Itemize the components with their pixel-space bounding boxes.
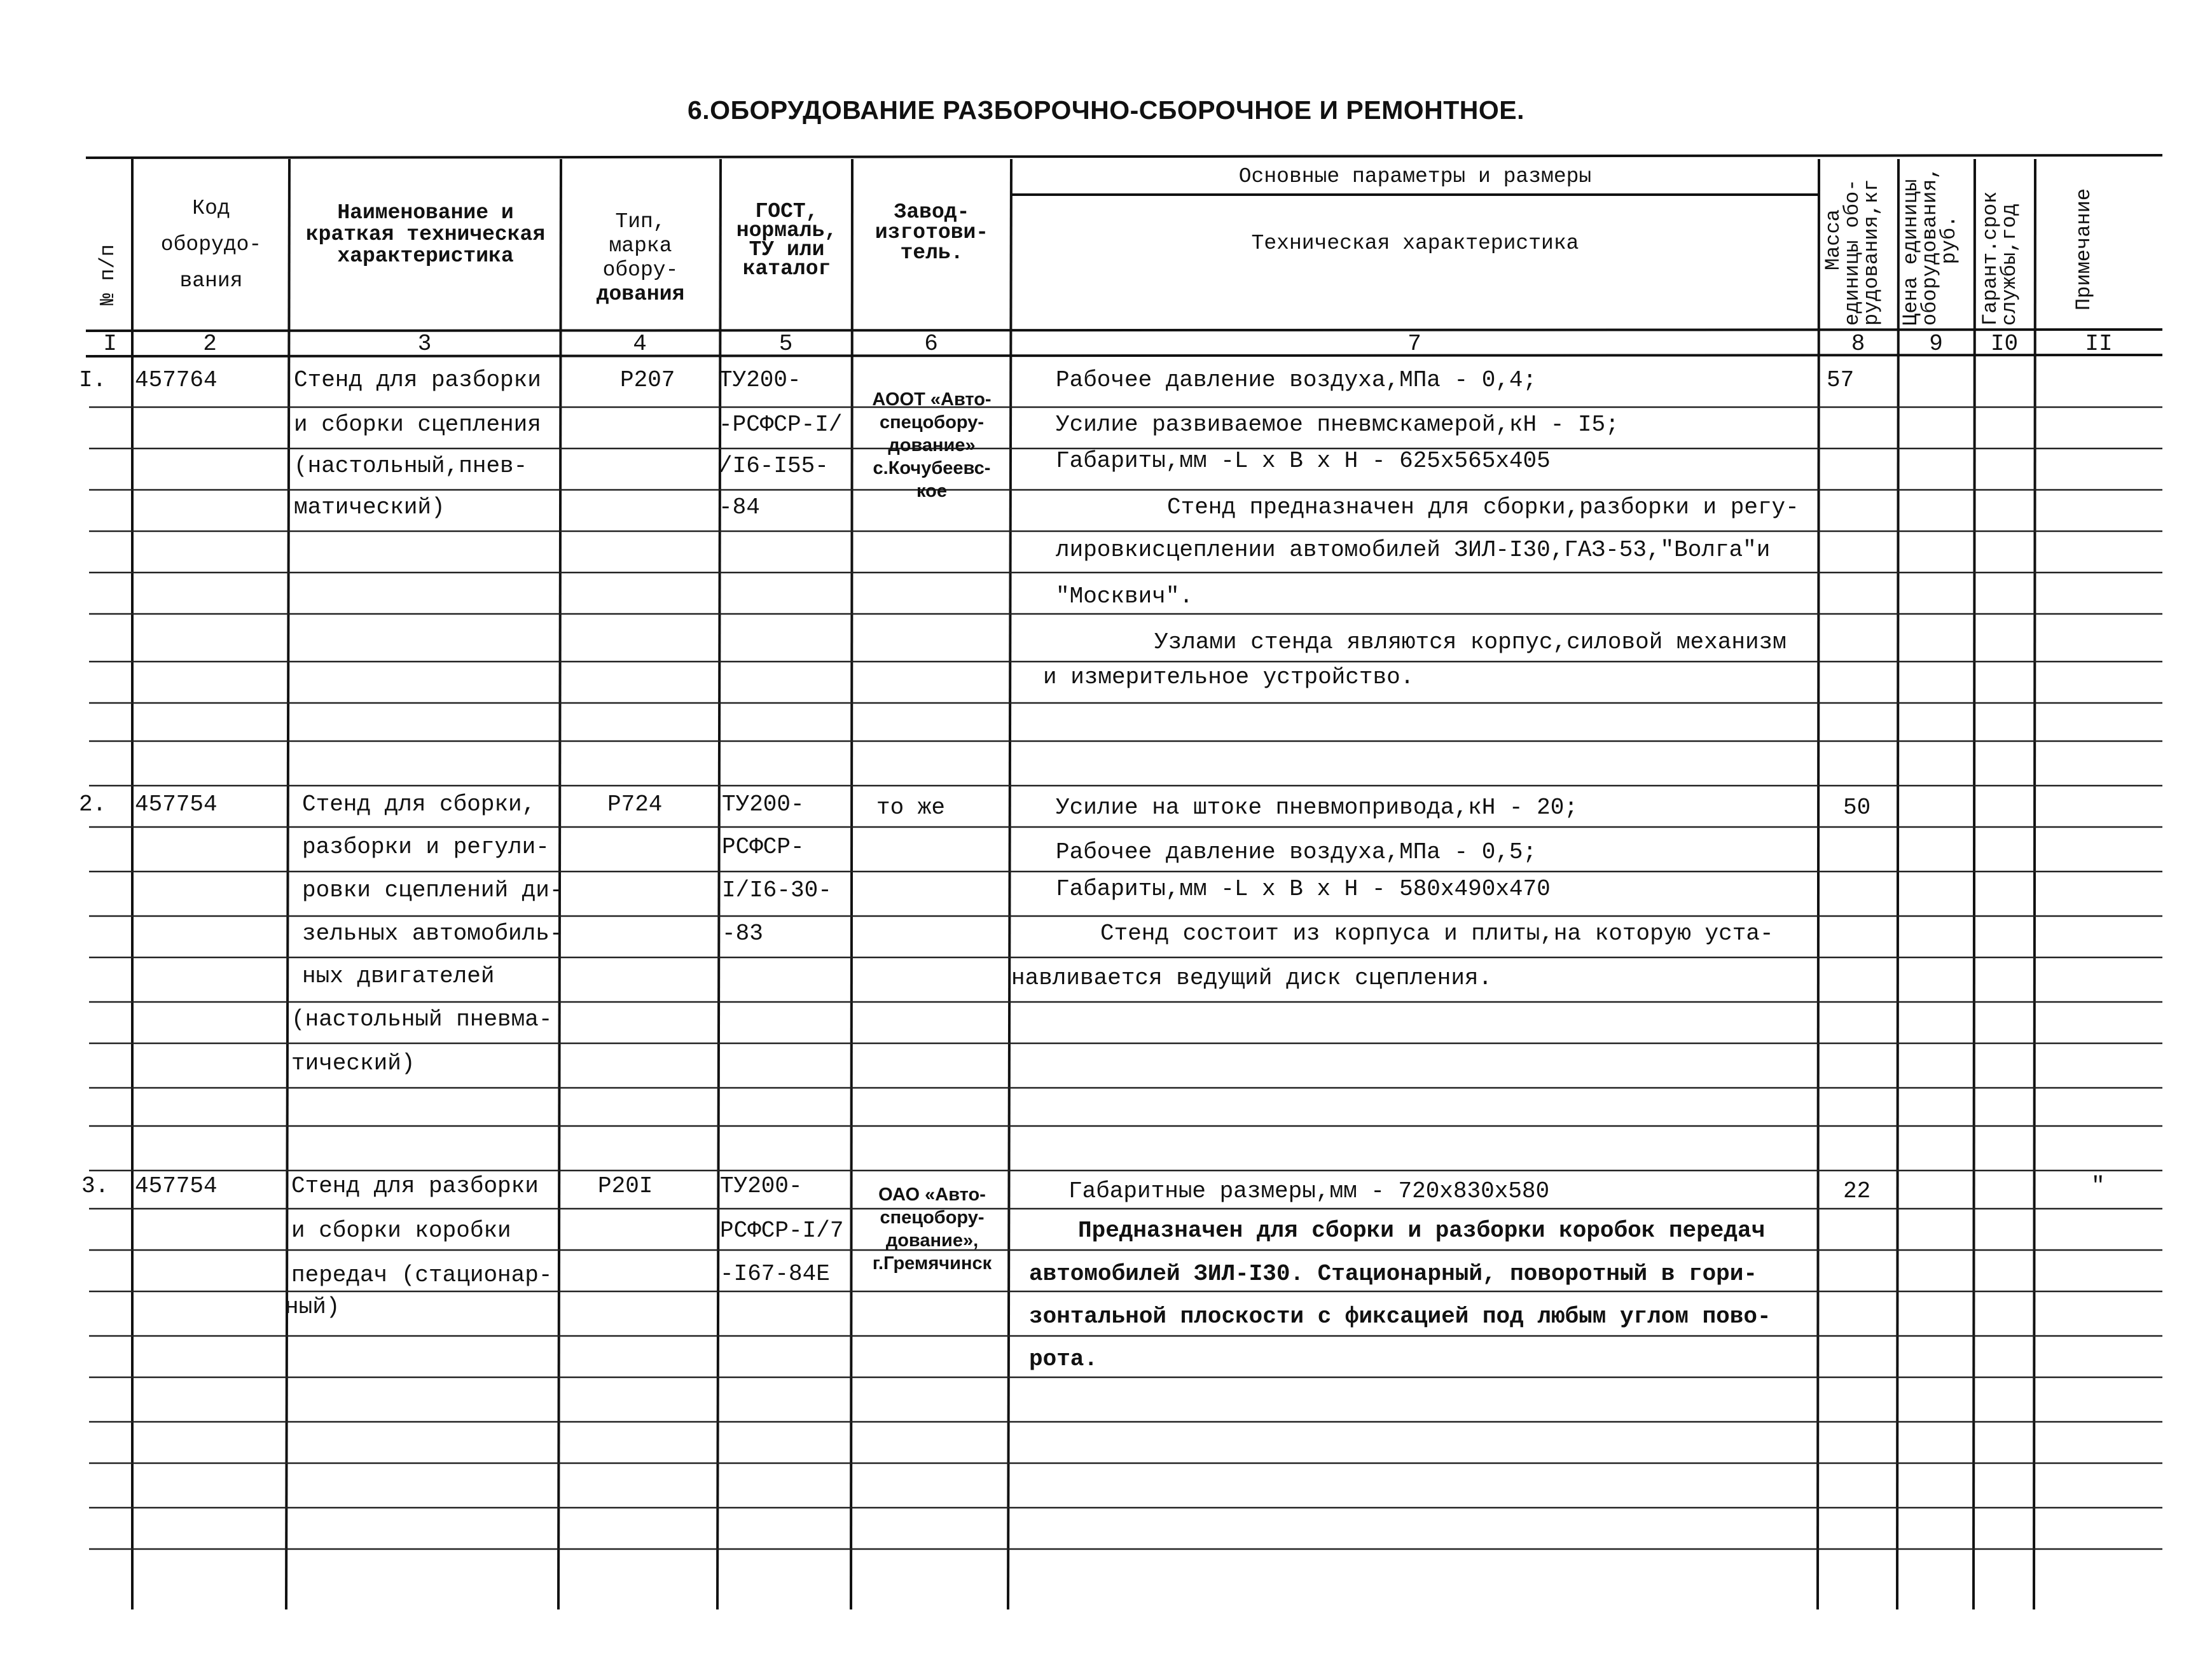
equipment-type: Р20I bbox=[598, 1173, 653, 1199]
col-number: 4 bbox=[633, 331, 647, 357]
equipment-name-line: тический) bbox=[291, 1050, 415, 1076]
gost-line: -I67-84Е bbox=[720, 1261, 830, 1287]
col-number: 9 bbox=[1929, 331, 1943, 357]
tech-spec-line: зонтальной плоскости с фиксацией под любым углом пово- bbox=[1029, 1303, 1771, 1330]
header-col-warranty: Гарант.срок службы,год bbox=[1979, 191, 2021, 326]
row-number: 2. bbox=[79, 791, 107, 817]
header-col-name: Наименование и краткая техническая характеристика bbox=[305, 201, 546, 268]
col-number: 8 bbox=[1851, 331, 1865, 357]
equipment-name-line: ровки сцеплений ди- bbox=[302, 877, 563, 903]
col-number: II bbox=[2085, 331, 2113, 357]
tech-spec-line: Габаритные размеры,мм - 720х830х580 bbox=[1068, 1178, 1550, 1204]
equipment-name-line: Стенд для разборки bbox=[294, 367, 541, 393]
tech-spec-line: Стенд предназначен для сборки,разборки и регу- bbox=[1167, 494, 1799, 520]
equipment-mass: 57 bbox=[1827, 367, 1855, 393]
tech-spec-line: лировкисцеплении автомобилей ЗИЛ-I30,ГАЗ-53,"Волга"и bbox=[1056, 537, 1771, 563]
header-col-tech: Техническая характеристика bbox=[1251, 232, 1579, 255]
equipment-name-line: зельных автомобиль- bbox=[302, 921, 563, 947]
header-col-plant: Завод- изготови- тель. bbox=[874, 200, 989, 265]
equipment-mass: 22 bbox=[1843, 1178, 1871, 1204]
equipment-name-line: разборки и регули- bbox=[302, 834, 550, 860]
header-col-mass: Масса единицы обо- рудования,кг bbox=[1821, 179, 1883, 326]
row-number: I. bbox=[79, 367, 107, 393]
equipment-name-line: матический) bbox=[294, 494, 445, 520]
equipment-name-line: ный) bbox=[285, 1294, 340, 1320]
tech-spec-line: рота. bbox=[1029, 1346, 1098, 1372]
gost-line: /I6-I55- bbox=[719, 453, 829, 479]
col-number: 3 bbox=[417, 331, 432, 357]
col-number: 5 bbox=[778, 331, 793, 357]
header-col-note: Примечание bbox=[2072, 188, 2096, 311]
equipment-name-line: передач (стационар- bbox=[291, 1262, 553, 1288]
tech-spec-line: Усилие на штоке пневмопривода,кН - 20; bbox=[1056, 795, 1578, 821]
equipment-code: 457754 bbox=[135, 791, 218, 817]
tech-spec-line: Габариты,мм -L х В х Н - 625х565х405 bbox=[1056, 448, 1551, 474]
gost-line: I/I6-30- bbox=[722, 877, 832, 903]
header-col-num: № п/п bbox=[96, 244, 120, 305]
tech-spec-line: и измерительное устройство. bbox=[1043, 664, 1414, 690]
equipment-name-line: Стенд для разборки bbox=[291, 1173, 539, 1199]
header-col-code: Код оборудо- вания bbox=[160, 197, 262, 293]
equipment-name-line: Стенд для сборки, bbox=[302, 791, 536, 817]
tech-spec-line: Рабочее давление воздуха,МПа - 0,4; bbox=[1056, 367, 1537, 393]
tech-spec-line: навливается ведущий диск сцепления. bbox=[1011, 965, 1493, 991]
gost-line: РСФСР- bbox=[722, 834, 805, 860]
gost-line: ТУ200- bbox=[719, 367, 801, 393]
col-number: 6 bbox=[924, 331, 938, 357]
equipment-code: 457754 bbox=[135, 1173, 218, 1199]
row-number: 3. bbox=[81, 1173, 109, 1199]
equipment-note: " bbox=[2091, 1173, 2105, 1199]
tech-spec-line: Рабочее давление воздуха,МПа - 0,5; bbox=[1056, 839, 1537, 865]
col-number: I0 bbox=[1990, 331, 2019, 357]
equipment-type: Р207 bbox=[620, 367, 675, 393]
gost-line: ТУ200- bbox=[720, 1173, 803, 1199]
equipment-code: 457764 bbox=[135, 367, 218, 393]
col-number: I bbox=[103, 331, 117, 357]
gost-line: РСФСР-I/7 bbox=[720, 1218, 844, 1244]
col-number: 7 bbox=[1407, 331, 1421, 357]
tech-spec-line: Габариты,мм -L х В х Н - 580х490х470 bbox=[1056, 876, 1551, 902]
manufacturer: АООТ «Авто- спецобору- дование» с.Кочубеевс- кое bbox=[872, 389, 992, 501]
page-title: 6.ОБОРУДОВАНИЕ РАЗБОРОЧНО-СБОРОЧНОЕ И РЕМОНТНОЕ. bbox=[687, 95, 1525, 125]
equipment-name-line: и сборки сцепления bbox=[294, 412, 541, 438]
gost-line: -84 bbox=[719, 494, 760, 520]
tech-spec-line: Усилие развиваемое пневмскамерой,кН - I5; bbox=[1056, 412, 1619, 438]
header-col-gost: ГОСТ, нормаль, ТУ или каталог bbox=[736, 200, 838, 281]
equipment-name-line: (настольный пневма- bbox=[291, 1006, 553, 1032]
header-col-type: Тип, марка обору- дования bbox=[596, 210, 685, 306]
equipment-name-line: и сборки коробки bbox=[291, 1218, 511, 1244]
equipment-name-line: (настольный,пнев- bbox=[294, 453, 528, 479]
tech-spec-line: автомобилей ЗИЛ-I30. Стационарный, поворотный в гори- bbox=[1029, 1261, 1757, 1287]
header-col-price: Цена единицы оборудования, руб. bbox=[1899, 167, 1961, 326]
tech-spec-line: Узлами стенда являются корпус,силовой механизм bbox=[1154, 629, 1787, 655]
equipment-mass: 50 bbox=[1843, 795, 1871, 821]
gost-line: -83 bbox=[722, 921, 763, 947]
gost-line: ТУ200- bbox=[722, 791, 805, 817]
gost-line: -РСФСР-I/ bbox=[719, 412, 843, 438]
header-group-title: Основные параметры и размеры bbox=[1238, 165, 1592, 188]
manufacturer: ОАО «Авто- спецобору- дование», г.Гремячинск bbox=[872, 1185, 992, 1274]
col-number: 2 bbox=[203, 331, 217, 357]
manufacturer: то же bbox=[876, 795, 946, 821]
equipment-type: Р724 bbox=[607, 791, 663, 817]
tech-spec-line: Стенд состоит из корпуса и плиты,на которую уста- bbox=[1100, 921, 1774, 947]
tech-spec-line: Предназначен для сборки и разборки коробок передач bbox=[1078, 1218, 1766, 1244]
equipment-name-line: ных двигателей bbox=[302, 963, 495, 989]
tech-spec-line: "Москвич". bbox=[1056, 583, 1194, 609]
